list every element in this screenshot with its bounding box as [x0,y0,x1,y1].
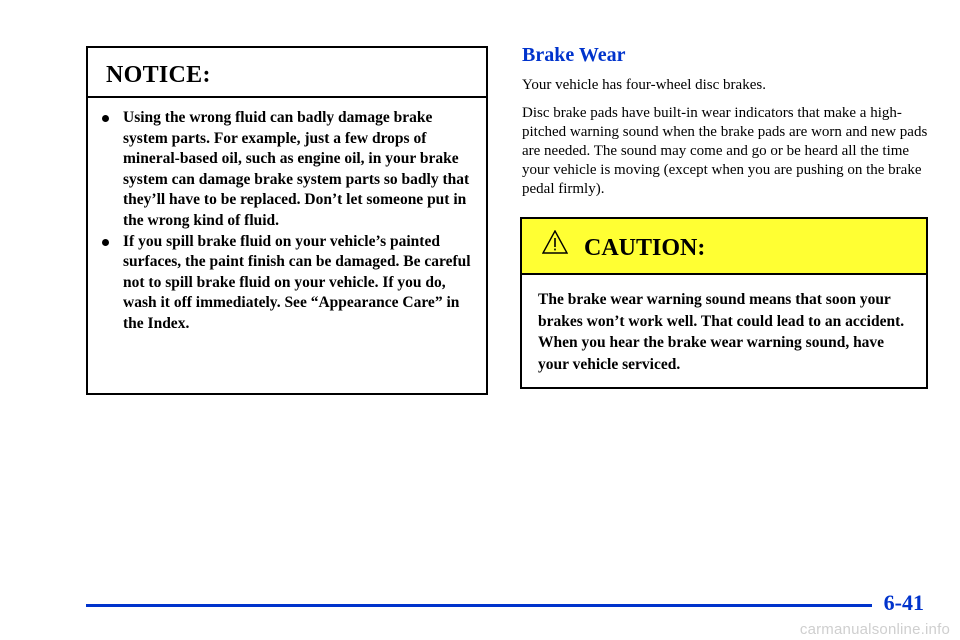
paragraph-wear-indicators: Disc brake pads have built-in wear indicators that make a high-pitched warning sound when the brake pads are worn and new pads are needed. The sound may come and go or be heard all the time your vehicle is moving (except when you are pushing on the brake pedal firmly). [522,105,928,197]
notice-item-text: Using the wrong fluid can badly damage brake system parts. For example, just a few drops of mineral-based oil, such as engine oil, in your brake system can damage brake system parts so badly that they’ll have to be replaced. Don’t let someone put in the wrong kind of fluid. [123,109,470,229]
paragraph-disc-brakes: Your vehicle has four-wheel disc brakes. [522,77,766,93]
caution-title: CAUTION: [584,235,706,261]
section-title: Brake Wear [522,44,626,66]
caution-box [520,217,928,389]
bullet-icon [102,115,109,122]
notice-list [88,98,486,335]
notice-item-text: If you spill brake fluid on your vehicle’s painted surfaces, the paint finish can be damaged. Be careful not to spill brake fluid on your vehicle. If you do, wash it off immediately. See “Appearance Care” in the Index. [123,232,471,332]
notice-item [88,108,486,232]
warning-triangle-icon [542,230,568,254]
notice-title: NOTICE: [88,48,486,98]
bullet-icon [102,239,109,246]
caution-header [522,219,926,275]
watermark: carmanualsonline.info [799,621,950,638]
notice-box [86,46,488,395]
footer-rule [86,604,872,607]
notice-item [88,232,486,335]
caution-text: The brake wear warning sound means that soon your brakes won’t work well. That could lead to an accident. When you hear the brake wear warning sound, have your vehicle serviced. [538,291,905,373]
page-number: 6-41 [883,590,924,615]
